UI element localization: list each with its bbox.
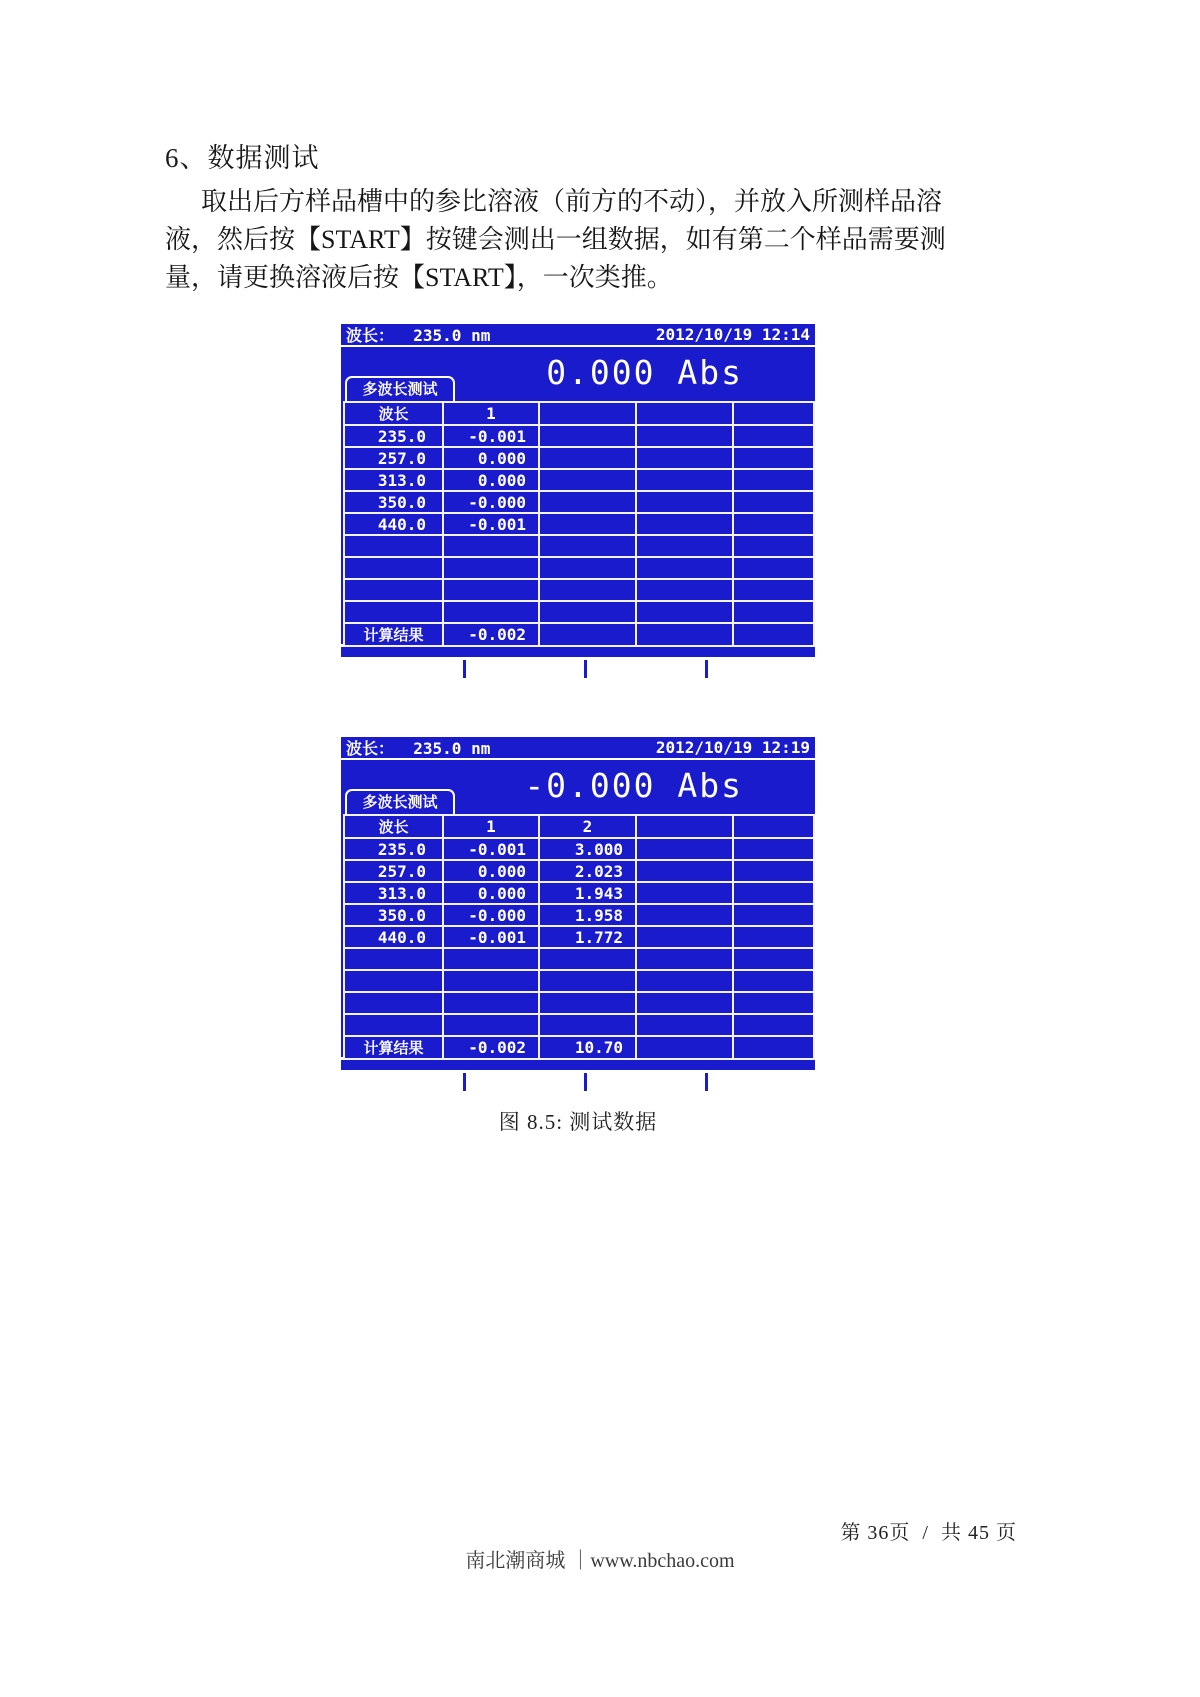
- table-cell: [636, 882, 733, 904]
- wavelength-readout: 波长： 235.0 nm: [346, 326, 491, 345]
- table-cell: [443, 579, 539, 601]
- table-cell: 0.000: [443, 882, 539, 904]
- result-cell: [733, 623, 814, 646]
- table-cell: [636, 425, 733, 447]
- result-cell: 10.70: [539, 1036, 636, 1059]
- table-cell: [539, 447, 636, 469]
- table-row: [344, 425, 814, 447]
- table-cell: 350.0: [344, 491, 443, 513]
- softkey-tick: [584, 1073, 587, 1091]
- page-number: 第 36页 / 共 45 页: [840, 1522, 1017, 1544]
- figure-caption: 图 8.5: 测试数据: [498, 1110, 658, 1134]
- table-cell: [443, 557, 539, 579]
- screen-status-bar: [341, 737, 815, 760]
- column-header: [636, 815, 733, 838]
- table-cell: -0.001: [443, 838, 539, 860]
- table-cell: [636, 535, 733, 557]
- column-header: 波长: [344, 402, 443, 425]
- result-cell: [636, 1036, 733, 1059]
- softkey-tick: [705, 1073, 708, 1091]
- table-cell: [636, 601, 733, 623]
- column-header: 2: [539, 815, 636, 838]
- table-cell: [443, 948, 539, 970]
- table-row: [344, 447, 814, 469]
- table-cell: [733, 557, 814, 579]
- table-cell: 440.0: [344, 926, 443, 948]
- column-header: [539, 402, 636, 425]
- table-row: [344, 601, 814, 623]
- table-cell: [443, 992, 539, 1014]
- table-cell: [636, 557, 733, 579]
- result-row: [344, 1036, 814, 1059]
- result-cell: [539, 623, 636, 646]
- table-row: [344, 491, 814, 513]
- absorbance-display: 0.000 Abs: [546, 353, 743, 392]
- table-cell: [344, 1014, 443, 1036]
- watermark: 南北潮商城 ｜www.nbchao.com: [465, 1550, 735, 1572]
- table-cell: [733, 425, 814, 447]
- instrument-screenshot-1: [341, 324, 815, 678]
- table-cell: [539, 579, 636, 601]
- table-cell: [733, 535, 814, 557]
- table-row: [344, 579, 814, 601]
- result-cell: -0.002: [443, 1036, 539, 1059]
- table-row: [344, 557, 814, 579]
- table-cell: 1.958: [539, 904, 636, 926]
- table-row: [344, 838, 814, 860]
- table-cell: 1.772: [539, 926, 636, 948]
- table-cell: [733, 513, 814, 535]
- table-cell: [733, 860, 814, 882]
- wavelength-readout: 波长： 235.0 nm: [346, 739, 491, 758]
- table-row: [344, 1014, 814, 1036]
- softkey-tick: [463, 660, 466, 678]
- datetime-readout: 2012/10/19 12:19: [655, 738, 810, 757]
- table-cell: [539, 513, 636, 535]
- tab-multi-wavelength-test: 多波长测试: [345, 789, 455, 814]
- table-cell: -0.001: [443, 513, 539, 535]
- table-cell: [733, 579, 814, 601]
- table-cell: 0.000: [443, 469, 539, 491]
- table-header-row: [344, 815, 814, 838]
- table-row: [344, 882, 814, 904]
- table-cell: [344, 992, 443, 1014]
- table-header-row: [344, 402, 814, 425]
- table-cell: [636, 491, 733, 513]
- table-cell: [539, 469, 636, 491]
- result-cell: [733, 1036, 814, 1059]
- table-cell: [539, 425, 636, 447]
- table-cell: [539, 970, 636, 992]
- table-cell: [443, 535, 539, 557]
- measurement-table: [343, 401, 815, 647]
- softkey-tick: [705, 660, 708, 678]
- table-cell: [344, 557, 443, 579]
- screen-background: [341, 737, 815, 1057]
- table-cell: [733, 926, 814, 948]
- table-cell: 257.0: [344, 447, 443, 469]
- table-cell: [733, 469, 814, 491]
- absorbance-display: -0.000 Abs: [524, 766, 743, 805]
- table-cell: [636, 579, 733, 601]
- table-cell: -0.000: [443, 904, 539, 926]
- instrument-screenshot-2: [341, 737, 815, 1091]
- table-cell: [733, 601, 814, 623]
- table-cell: 350.0: [344, 904, 443, 926]
- section-heading: 6、数据测试: [165, 143, 320, 173]
- screen-background: [341, 324, 815, 644]
- table-cell: [733, 904, 814, 926]
- table-cell: [443, 601, 539, 623]
- result-row: [344, 623, 814, 646]
- table-cell: [636, 447, 733, 469]
- table-cell: [443, 1014, 539, 1036]
- table-cell: [636, 860, 733, 882]
- table-cell: [733, 948, 814, 970]
- table-cell: [636, 970, 733, 992]
- column-header: 波长: [344, 815, 443, 838]
- table-cell: [539, 1014, 636, 1036]
- softkey-separator-row: [341, 660, 815, 678]
- screen-bottom-bar: [341, 1060, 815, 1070]
- table-cell: [636, 992, 733, 1014]
- datetime-readout: 2012/10/19 12:14: [655, 325, 810, 344]
- table-cell: [443, 970, 539, 992]
- table-cell: [539, 557, 636, 579]
- body-paragraph-line: 液，然后按【START】按键会测出一组数据，如有第二个样品需要测: [165, 225, 946, 254]
- table-cell: [733, 838, 814, 860]
- table-row: [344, 513, 814, 535]
- table-cell: [344, 601, 443, 623]
- softkey-tick: [463, 1073, 466, 1091]
- table-cell: 313.0: [344, 469, 443, 491]
- result-label: 计算结果: [344, 623, 443, 646]
- table-cell: 0.000: [443, 860, 539, 882]
- table-cell: [539, 948, 636, 970]
- table-cell: [636, 513, 733, 535]
- tab-multi-wavelength-test: 多波长测试: [345, 376, 455, 401]
- table-cell: [539, 491, 636, 513]
- body-paragraph-line: 量，请更换溶液后按【START】，一次类推。: [165, 263, 673, 292]
- table-cell: 235.0: [344, 838, 443, 860]
- table-cell: 0.000: [443, 447, 539, 469]
- table-cell: 440.0: [344, 513, 443, 535]
- table-cell: -0.001: [443, 425, 539, 447]
- table-cell: [733, 491, 814, 513]
- table-row: [344, 970, 814, 992]
- table-cell: 313.0: [344, 882, 443, 904]
- table-row: [344, 926, 814, 948]
- softkey-separator-row: [341, 1073, 815, 1091]
- table-cell: 1.943: [539, 882, 636, 904]
- table-row: [344, 904, 814, 926]
- table-row: [344, 469, 814, 491]
- result-cell: -0.002: [443, 623, 539, 646]
- table-row: [344, 860, 814, 882]
- column-header: 1: [443, 402, 539, 425]
- table-cell: [733, 970, 814, 992]
- table-cell: [733, 882, 814, 904]
- table-cell: [344, 970, 443, 992]
- table-cell: [636, 1014, 733, 1036]
- table-cell: [636, 904, 733, 926]
- table-row: [344, 992, 814, 1014]
- table-cell: [636, 948, 733, 970]
- column-header: [733, 815, 814, 838]
- column-header: [733, 402, 814, 425]
- table-cell: [344, 535, 443, 557]
- column-header: 1: [443, 815, 539, 838]
- softkey-tick: [584, 660, 587, 678]
- screen-bottom-bar: [341, 647, 815, 657]
- table-cell: [344, 579, 443, 601]
- table-cell: 235.0: [344, 425, 443, 447]
- table-cell: [733, 992, 814, 1014]
- column-header: [636, 402, 733, 425]
- table-cell: [733, 1014, 814, 1036]
- screen-status-bar: [341, 324, 815, 347]
- result-cell: [636, 623, 733, 646]
- table-cell: 3.000: [539, 838, 636, 860]
- body-paragraph: [165, 183, 1005, 297]
- table-cell: [539, 601, 636, 623]
- table-cell: [636, 469, 733, 491]
- table-cell: -0.000: [443, 491, 539, 513]
- body-paragraph-line: 取出后方样品槽中的参比溶液（前方的不动），并放入所测样品溶: [201, 187, 943, 216]
- table-cell: [539, 535, 636, 557]
- measurement-table: [343, 814, 815, 1060]
- table-cell: 2.023: [539, 860, 636, 882]
- table-cell: [733, 447, 814, 469]
- table-cell: [539, 992, 636, 1014]
- table-cell: [344, 948, 443, 970]
- table-cell: 257.0: [344, 860, 443, 882]
- result-label: 计算结果: [344, 1036, 443, 1059]
- table-row: [344, 535, 814, 557]
- table-cell: [636, 926, 733, 948]
- table-cell: -0.001: [443, 926, 539, 948]
- table-row: [344, 948, 814, 970]
- table-cell: [636, 838, 733, 860]
